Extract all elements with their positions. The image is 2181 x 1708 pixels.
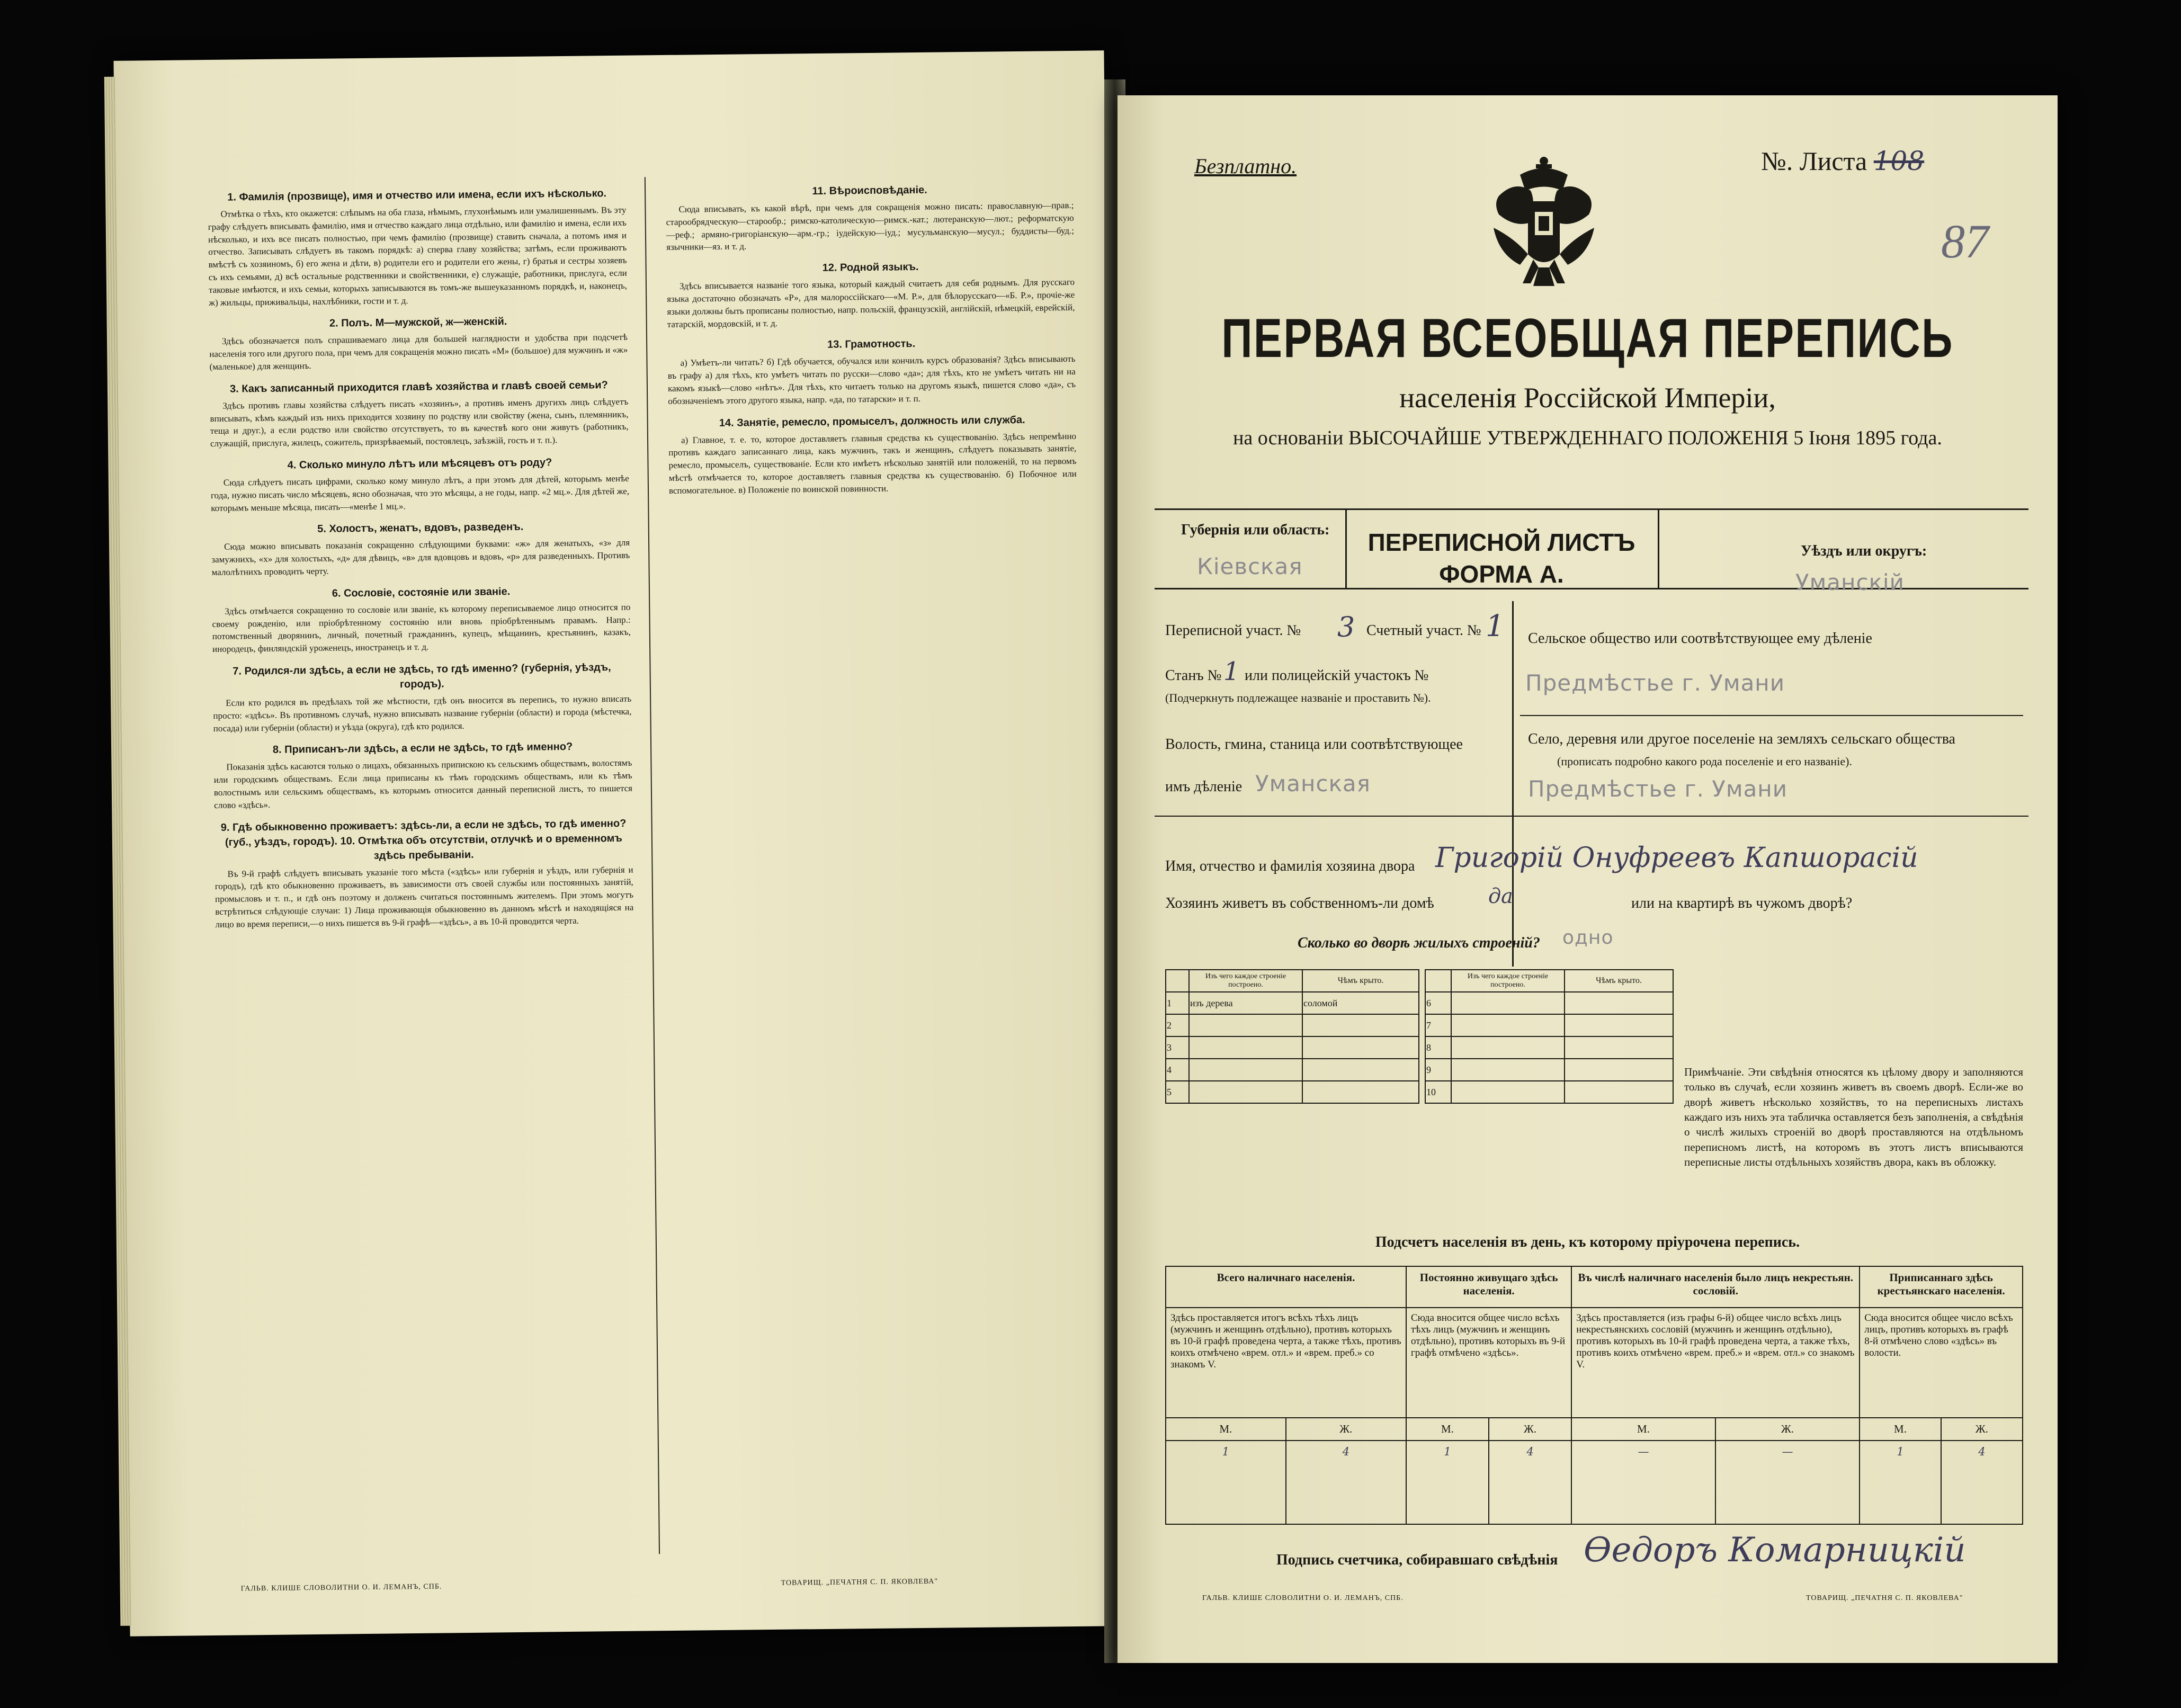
- section-heading: 8. Приписанъ-ли здѣсь, а если не здѣсь, то гдѣ именно?: [272, 741, 573, 756]
- tally-head-3: Въ числѣ наличнаго населенія было лицъ некрестьян. сословій.: [1571, 1266, 1860, 1308]
- buildings-note: Примѣчаніе. Эти свѣдѣнія относятся къ цѣлому двору и заполняются только въ случаѣ, если хозяинъ живетъ въ своемъ дворѣ. Если-же во дворѣ живетъ нѣсколько хозяйствъ, то на переписныхъ листахъ каждаго изъ нихъ эта табличка оставляется безъ заполненія, а свѣдѣнія о числѣ жилыхъ строеній во дворѣ проставляются на отдѣльномъ переписномъ листѣ, на которомъ въ этотъ листъ вписываются переписные листы отдѣльныхъ хозяйствъ двора, какъ въ обложку.: [1684, 1066, 2023, 1169]
- column-divider: [645, 177, 660, 1554]
- row-number: 9: [1425, 1059, 1451, 1081]
- stan-value: 1: [1223, 657, 1240, 686]
- total-present-female: 4: [1286, 1441, 1406, 1524]
- non-peasant-male: —: [1571, 1441, 1715, 1524]
- male-header: М.: [1571, 1418, 1715, 1441]
- district-label: Уѣздъ или округъ:: [1801, 543, 1927, 559]
- province-label: Губернія или область:: [1181, 522, 1330, 538]
- tally-head-4: Приписаннаго здѣсь крестьянскаго населенія.: [1860, 1266, 2023, 1308]
- header-divider-1: [1345, 508, 1347, 588]
- lives-label: Хозяинъ живетъ въ собственномъ-ли домѣ: [1165, 895, 1434, 911]
- row-number: 10: [1425, 1081, 1451, 1103]
- lives-value: да: [1488, 884, 1513, 908]
- sheet-number: [1761, 146, 1924, 176]
- section-heading: 9. Гдѣ обыкновенно проживаетъ: здѣсь-ли, а если не здѣсь, то гдѣ именно? (губ., уѣздъ, городъ). 10. Отмѣтка объ отсутствіи, отлучкѣ и о временномъ здѣсь пребываніи.: [220, 817, 627, 862]
- material-cell: изъ дерева: [1189, 992, 1302, 1014]
- police-label: или полицейскій участокъ №: [1245, 667, 1429, 684]
- roof-cell: [1302, 1014, 1419, 1036]
- section-text: а) Умѣетъ-ли читать? б) Гдѣ обучается, обучался или кончилъ курсъ образованія? Здѣсь вписывають въ графу а) для тѣхъ, кто умѣетъ читать по русски—слово «да»; для тѣхъ, кто не умѣетъ читать ни на какомъ языкѣ—слово «нѣтъ». Для тѣхъ, кто читаетъ только на другомъ языкѣ, пишется слово «да», съ обозначеніемъ этого другого языка, напр. «да, по татарски» и т. п.: [667, 354, 1076, 406]
- registered-peasant-female: 4: [1941, 1441, 2023, 1524]
- table-row: [1166, 1059, 1419, 1081]
- society-rule: [1520, 715, 2023, 716]
- material-cell: [1189, 1081, 1302, 1103]
- printer-imprint-right-right: ТОВАРИЩ. „ПЕЧАТНЯ С. П. ЯКОВЛЕВА": [1806, 1594, 1963, 1602]
- total-present-male: 1: [1166, 1441, 1286, 1524]
- left-page: [113, 50, 1120, 1636]
- bt-head-roof: Чѣмъ крыто.: [1302, 970, 1419, 992]
- section-text: Сюда можно вписывать показанія сокращенно слѣдующими буквами: «ж» для женатыхъ, «з» для замужнихъ, «х» для холостыхъ, «д» для дѣвицъ, «в» для вдовцовъ и вдовъ, «р» для разведенныхъ. Противъ малолѣтнихъ проводить черту.: [211, 538, 630, 577]
- count-area-value: 1: [1486, 609, 1505, 643]
- non-peasant-female: —: [1715, 1441, 1860, 1524]
- tally-desc-2: Сюда вносится общее число всѣхъ тѣхъ лицъ (мужчинъ и женщинъ отдѣльно), противъ которыхъ въ 9-й графѣ отмѣчено «здѣсь».: [1406, 1308, 1571, 1418]
- section-text: Здѣсь обозначается полъ спрашиваемаго лица для большей наглядности и удобства при подсчетѣ населенія того или другого пола, при чемъ для сокращенія можно писать «М» (большое) для мужчинъ и «ж» (маленькое) для женщинъ.: [209, 332, 628, 372]
- table-row: [1425, 992, 1673, 1014]
- population-tally-table: [1165, 1266, 2023, 1525]
- village-value: Предмѣстье г. Умани: [1528, 776, 1788, 802]
- male-header: М.: [1860, 1418, 1941, 1441]
- buildings-label: Сколько во дворѣ жилыхъ строеній?: [1298, 935, 1540, 951]
- instructions-column-b: [666, 173, 1077, 499]
- stan-label: Станъ №: [1165, 667, 1222, 684]
- section-heading: 11. Вѣроисповѣданіе.: [812, 184, 927, 198]
- pencil-page-number: 87: [1941, 216, 1989, 268]
- header-divider-2: [1658, 508, 1659, 588]
- double-headed-eagle-emblem-icon: [1488, 154, 1599, 291]
- section-heading: 3. Какъ записанный приходится главѣ хозяйства и главѣ своей семьи?: [229, 379, 608, 395]
- buildings-table-left: [1165, 969, 1419, 1104]
- page-stack-edges: [104, 77, 131, 1626]
- instructions-column-a: [208, 177, 634, 933]
- census-area-label: Переписной участ. №: [1165, 622, 1301, 639]
- section-text: Отмѣтка о тѣхъ, кто окажется: слѣпымъ на оба глаза, нѣмымъ, глухонѣмымъ или умалишеннымъ. Въ эту графу слѣдуетъ вписывать фамилію, имя и отчество каждаго лица отдѣльно, или фамилію и имена, если ихъ нѣсколько, и ихъ все писать полностью, при чемъ фамилію (прозвище) ставить сначала, а потомъ имя и отчество. Записывать слѣдуетъ въ такомъ порядкѣ: а) сперва главу хозяйства; затѣмъ, если проживаютъ вмѣстѣ съ хозяиномъ, б) его жена и дѣти, в) родители его и родители его жены, г) братья и сестры хозяевъ съ ихъ семьями, д) всѣ остальные родственники и свойственники, е) служащіе, работники, прислуга, если таковые имѣются, и ихъ семьи, которыхъ записываются въ томъ-же вышеуказанномъ порядкѣ, и, наконецъ, ж) жильцы, приживальцы, нахлѣбники, гости и т. д.: [208, 204, 628, 308]
- free-label: Безплатно.: [1194, 154, 1297, 178]
- table-row: [1425, 1081, 1673, 1103]
- row-number: 7: [1425, 1014, 1451, 1036]
- province-value: Кіевская: [1197, 553, 1303, 579]
- count-area-label: Счетный участ. №: [1366, 622, 1481, 639]
- society-label: Сельское общество или соотвѣтствующее ему дѣленіе: [1528, 630, 1872, 647]
- printer-imprint-mid: ТОВАРИЩ. „ПЕЧАТНЯ С. П. ЯКОВЛЕВА": [781, 1577, 938, 1587]
- village-label: Село, деревня или другое поселеніе на земляхъ сельскаго общества: [1528, 731, 1955, 747]
- roof-cell: [1302, 1036, 1419, 1059]
- printer-imprint-left: ГАЛЬВ. КЛИШЕ СЛОВОЛИТНИ О. И. ЛЕМАНЪ, СПБ.: [240, 1582, 442, 1593]
- female-header: Ж.: [1489, 1418, 1571, 1441]
- table-row: [1166, 992, 1419, 1014]
- section-text: а) Главное, т. е. то, которое доставляетъ главныя средства къ существованію. Здѣсь непремѣнно противъ каждаго записаннаго лица, какъ мужчинъ, такъ и женщинъ, слѣдуетъ показывать занятіе, ремесло, промыселъ, существованіе. Если кто имѣетъ нѣсколько занятій или положеній, то на первомъ мѣстѣ отмѣчается то, которое доставляетъ главныя средства къ существованію. б) Побочное или вспомогательное. в) Положеніе по воинской повинности.: [668, 431, 1077, 496]
- row-number: 4: [1166, 1059, 1189, 1081]
- tally-desc-3: Здѣсь проставляется (изъ графы 6-й) общее число всѣхъ лицъ некрестьянскихъ сословій (мужчинъ и женщинъ отдѣльно), противъ которыхъ въ 10-й графѣ проведена черта, а также тѣхъ, противъ коихъ отмѣчено «врем. преб.» и «врем. отл.» со знакомъ V.: [1571, 1308, 1860, 1418]
- section-text: Сюда слѣдуетъ писать цифрами, сколько кому минуло лѣтъ, а при этомъ для дѣтей, которымъ менѣе года, нужно писать число мѣсяцевъ, ясно обозначая, что это мѣсяцы, а не годы, напр. «2 мц.». Для дѣтей же, которымъ меньше мѣсяца, писать—«менѣе 1 мц.».: [210, 473, 630, 513]
- row-number: 3: [1166, 1036, 1189, 1059]
- header-rule-top: [1155, 508, 2028, 510]
- buildings-value: одно: [1562, 927, 1614, 949]
- bt-head-from: Изъ чего каждое строеніе построено.: [1189, 970, 1302, 992]
- table-row: [1425, 1014, 1673, 1036]
- section-text: Сюда вписывать, къ какой вѣрѣ, при чемъ для сокращенія можно писать: православную—прав.; старообрядческую—старообр.; римско-католическую—римск.-кат.; лютеранскую—лют.; реформатскую—реф.; армяно-григоріанскую—арм.-гр.; іудейскую—іуд.; мусульманскую—мусул.; буддисты—буд.; язычники—яз. и т. д.: [666, 200, 1075, 253]
- permanent-male: 1: [1406, 1441, 1489, 1524]
- village-note: (прописать подробно какого рода поселеніе и его названіе).: [1557, 755, 1852, 768]
- volost-label-2: имъ дѣленіе: [1165, 779, 1243, 795]
- volost-value: Уманская: [1255, 771, 1371, 797]
- society-value: Предмѣстье г. Умани: [1525, 670, 1785, 696]
- material-cell: [1189, 1014, 1302, 1036]
- section-text: Здѣсь отмѣчается сокращенно то сословіе или званіе, къ которому переписываемое лицо относится по своему рожденію, или пріобрѣтенному состоянію или вновь пріобрѣтеннымъ правамъ. Напр.: потомственный дворянинъ, личный, почетный гражданинъ, купецъ, мѣщанинъ, крестьянинъ, казакъ, инородецъ, финляндскій уроженецъ, иностранецъ и т. д.: [212, 602, 631, 655]
- male-header: М.: [1166, 1418, 1286, 1441]
- table-row: [1166, 1036, 1419, 1059]
- section-heading: 2. Полъ. М—мужской, ж—женскій.: [329, 316, 507, 330]
- census-subtitle: населенія Россійской Имперіи,: [1399, 382, 1776, 414]
- female-header: Ж.: [1715, 1418, 1860, 1441]
- roof-cell: [1302, 1059, 1419, 1081]
- material-cell: [1189, 1036, 1302, 1059]
- district-value: Уманскій: [1795, 569, 1905, 595]
- row-number: 5: [1166, 1081, 1189, 1103]
- row-number: 8: [1425, 1036, 1451, 1059]
- bt-head-roof-2: Чѣмъ крыто.: [1565, 970, 1673, 992]
- row-number: 2: [1166, 1014, 1189, 1036]
- signature-value: Өедоръ Комарницкій: [1584, 1531, 1966, 1570]
- tally-desc-4: Сюда вносится общее число всѣхъ лицъ, противъ которыхъ въ графѣ 8-й отмѣчено слово «здѣсь» въ волости.: [1860, 1308, 2023, 1418]
- permanent-female: 4: [1489, 1441, 1571, 1524]
- police-note: (Подчеркнуть подлежащее названіе и проставить №).: [1165, 691, 1431, 704]
- sheet-number-handwritten: 108: [1873, 146, 1925, 176]
- tally-head-2: Постоянно живущаго здѣсь населенія.: [1406, 1266, 1571, 1308]
- female-header: Ж.: [1941, 1418, 2023, 1441]
- section-heading: 4. Сколько минуло лѣтъ или мѣсяцевъ отъ роду?: [287, 457, 552, 471]
- owner-rule-top: [1155, 816, 2028, 817]
- table-row: [1166, 1014, 1419, 1036]
- middle-divider: [1512, 601, 1514, 967]
- owner-label: Имя, отчество и фамилія хозяина двора: [1165, 858, 1415, 874]
- section-heading: 13. Грамотность.: [827, 338, 916, 351]
- female-header: Ж.: [1286, 1418, 1406, 1441]
- lives-label-2: или на квартирѣ въ чужомъ дворѣ?: [1631, 895, 1853, 911]
- section-text: Показанія здѣсь касаются только о лицахъ, обязанныхъ припискою къ сельскимъ обществамъ, волостямъ или городскимъ обществамъ. Если лица приписаны къ тѣмъ городскимъ обществамъ, или къ тѣмъ волостнымъ или сельскимъ обществамъ, къ которымъ относится данный переписной листъ, то пишется слово «здѣсь».: [213, 758, 633, 810]
- section-text: Въ 9-й графѣ слѣдуетъ вписывать указаніе того мѣста («здѣсь» или губернія и уѣздъ, или губернія и городъ), гдѣ кто обыкновенно проживаетъ, въ зависимости отъ своей службы или постоянныхъ занятій, промысловъ и т. п., и гдѣ онъ поэтому и долженъ считаться постояннымъ жителемъ. При этомъ могутъ встрѣтиться слѣдующіе случаи: 1) Лица проживающія обыкновенно въ данномъ мѣстѣ и находящіяся на лицо во время переписи,—о нихъ пишется въ 9-й графѣ—«здѣсь», а въ 10-й проводится черта.: [214, 864, 634, 929]
- registered-peasant-male: 1: [1860, 1441, 1941, 1524]
- section-text: Здѣсь вписывается названіе того языка, который каждый считаетъ для себя роднымъ. Для русскаго языка достаточно обозначать «Р», для малороссійскаго—«М. Р.», для бѣлорусскаго—«Б. Р.», прочіе-же языки должны быть прописаны полностью, напр. польскій, французскій, англійскій, нѣмецкій, еврейскій, татарскій, мордовскій, и т. д.: [667, 277, 1075, 329]
- owner-value: Григорій Онуфреевъ Капшорасій: [1435, 842, 1918, 874]
- buildings-table-right: [1425, 969, 1674, 1104]
- row-number: 1: [1166, 992, 1189, 1014]
- material-cell: [1189, 1059, 1302, 1081]
- census-legal-basis: на основаніи ВЫСОЧАЙШЕ УТВЕРЖДЕННАГО ПОЛОЖЕНІЯ 5 Іюня 1895 года.: [1233, 427, 1942, 449]
- form-title: [1351, 527, 1652, 591]
- table-row: [1425, 1059, 1673, 1081]
- tally-desc-1: Здѣсь проставляется итогъ всѣхъ тѣхъ лицъ (мужчинъ и женщинъ отдѣльно), противъ которыхъ въ 10-й графѣ проведена черта, а также тѣхъ, противъ коихъ отмѣчено «врем. отл.» и «врем. преб.» со знакомъ V.: [1166, 1308, 1406, 1418]
- male-header: М.: [1406, 1418, 1489, 1441]
- roof-cell: [1302, 1081, 1419, 1103]
- volost-label: Волость, гмина, станица или соотвѣтствующее: [1165, 736, 1463, 753]
- row-number: 6: [1425, 992, 1451, 1014]
- form-title-line1: ПЕРЕПИСНОЙ ЛИСТЪ: [1367, 529, 1635, 556]
- section-text: Если кто родился въ предѣлахъ той же мѣстности, гдѣ онъ вносится въ перепись, то нужно вписать просто: «здѣсь». Въ противномъ случаѣ, нужно вписывать название губерніи (области) и города (мѣстечка, посада) или губерніи (области) и уѣзда (округа), гдѣ кто родился.: [213, 693, 632, 734]
- section-heading: 7. Родился-ли здѣсь, а если не здѣсь, то гдѣ именно? (губернія, уѣздъ, городъ).: [233, 661, 611, 691]
- table-row: [1425, 1036, 1673, 1059]
- signature-label: Подпись счетчика, собиравшаго свѣдѣнія: [1276, 1552, 1558, 1568]
- section-heading: 14. Занятіе, ремесло, промыселъ, должность или служба.: [719, 414, 1025, 429]
- section-heading: 6. Сословіе, состояніе или званіе.: [332, 585, 511, 600]
- bt-head-from-2: Изъ чего каждое строеніе построено.: [1451, 970, 1565, 992]
- census-area-value: 3: [1337, 612, 1355, 643]
- tally-head-1: Всего наличнаго населенія.: [1166, 1266, 1406, 1308]
- printer-imprint-right-left: ГАЛЬВ. КЛИШЕ СЛОВОЛИТНИ О. И. ЛЕМАНЪ, СПБ.: [1202, 1594, 1404, 1602]
- census-title: ПЕРВАЯ ВСЕОБЩАЯ ПЕРЕПИСЬ: [1221, 308, 1954, 369]
- tally-title: Подсчетъ населенія въ день, къ которому пріурочена перепись.: [1375, 1234, 1800, 1250]
- form-title-line2: ФОРМА А.: [1439, 560, 1564, 588]
- section-heading: 1. Фамилія (прозвище), имя и отчество или имена, если ихъ нѣсколько.: [227, 187, 607, 203]
- section-text: Здѣсь противъ главы хозяйства слѣдуетъ писать «хозяинъ», а противъ именъ другихъ лицъ слѣдуетъ вписывать, кѣмъ каждый изъ нихъ приходится хозяину по родству или свойству (жена, сынъ, племянникъ, теща и друг.), а если родство или свойство отсутствуетъ, то въ качествѣ кого они живутъ (работникъ, служащій, прислуга, жилецъ, сожитель, призрѣваемый, постоялецъ, заѣзжій, гость и т. п.).: [210, 396, 629, 449]
- right-page: [1118, 95, 2058, 1663]
- sheet-number-label: №. Листа: [1761, 146, 1867, 176]
- section-heading: 12. Родной языкъ.: [822, 261, 919, 274]
- section-heading: 5. Холостъ, женатъ, вдовъ, разведенъ.: [317, 521, 524, 535]
- table-row: [1166, 1081, 1419, 1103]
- roof-cell: соломой: [1302, 992, 1419, 1014]
